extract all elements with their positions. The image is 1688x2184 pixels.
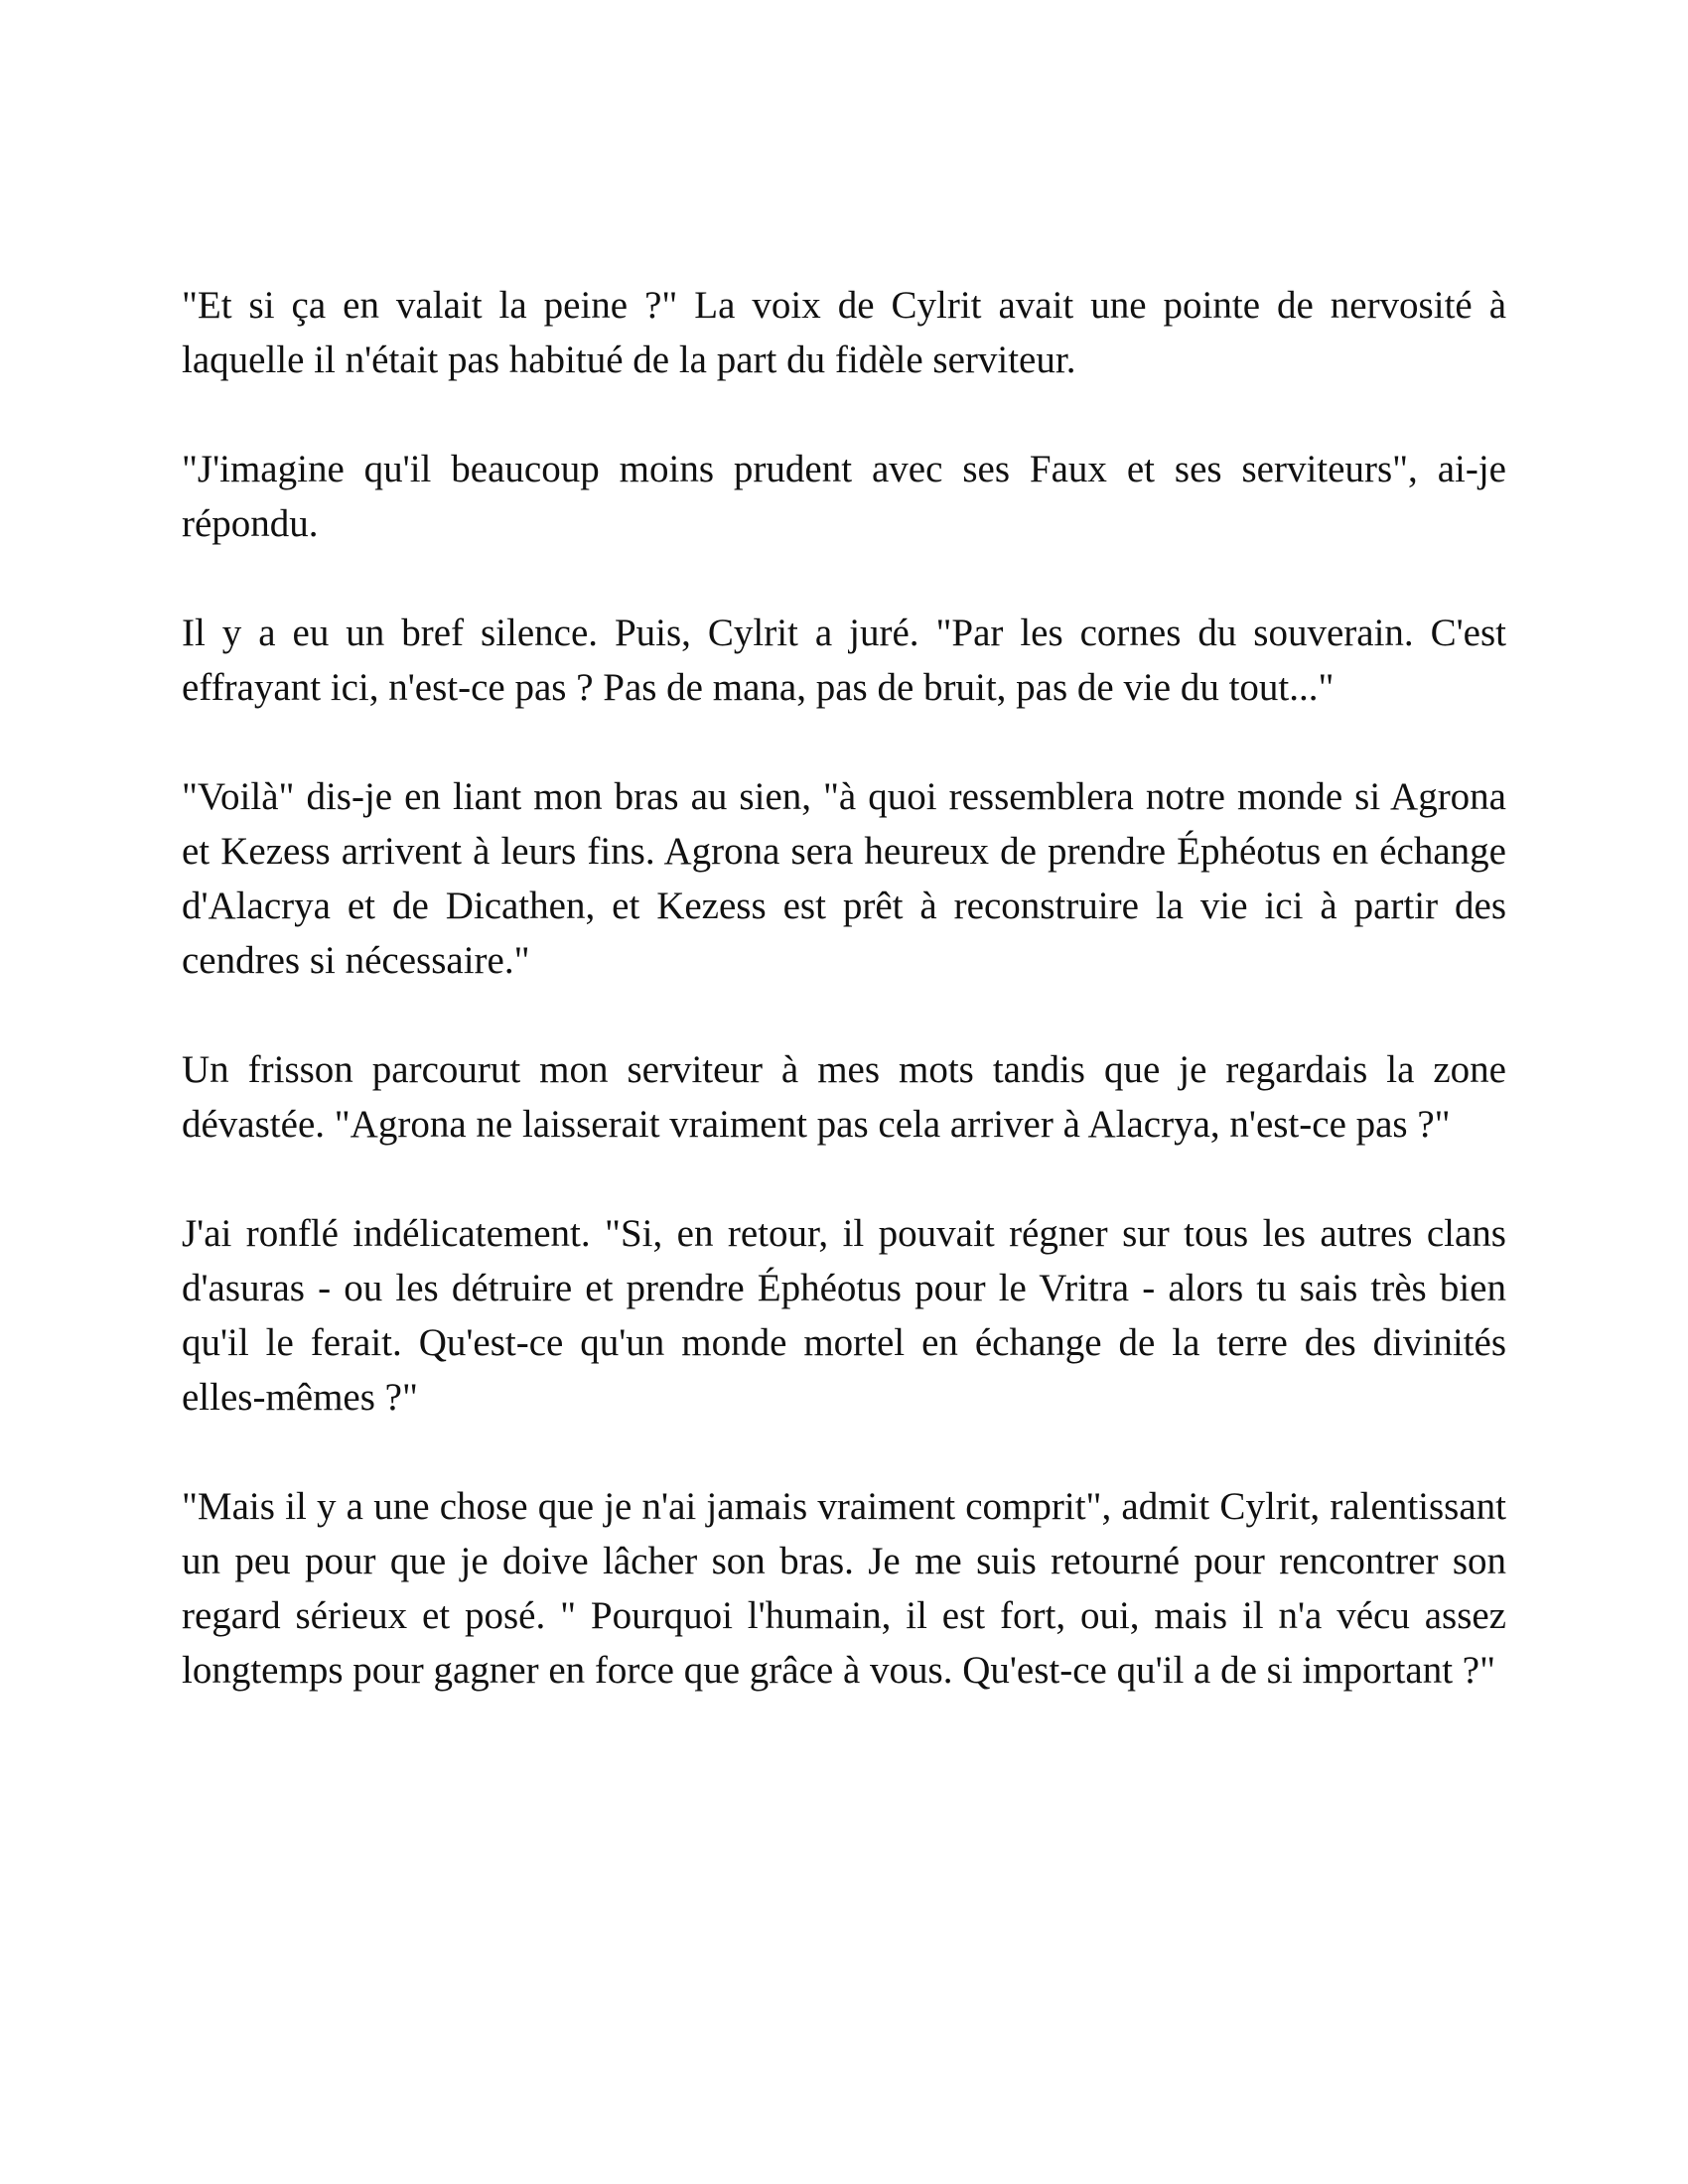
paragraph-1: "Et si ça en valait la peine ?" La voix de Cylrit avait une pointe de nervosité à laquelle il n'était pas habitué de la part du fidèle serviteur.: [182, 284, 1506, 381]
paragraph-3: Il y a eu un bref silence. Puis, Cylrit a juré. "Par les cornes du souverain. C'est effrayant ici, n'est-ce pas ? Pas de mana, pas de bruit, pas de vie du tout...": [182, 612, 1506, 709]
paragraph-7: "Mais il y a une chose que je n'ai jamais vraiment comprit", admit Cylrit, ralentissant un peu pour que je doive lâcher son bras. Je me suis retourné pour rencontrer son regard sérieux et posé. " Pourquoi l'humain, il est fort, oui, mais il n'a vécu assez longtemps pour gagner en force que grâce à vous. Qu'est-ce qu'il a de si important ?": [182, 1485, 1506, 1692]
paragraph-2: "J'imagine qu'il beaucoup moins prudent avec ses Faux et ses serviteurs", ai-je répondu.: [182, 448, 1506, 545]
document-page: [182, 278, 1506, 1698]
paragraph-6: J'ai ronflé indélicatement. "Si, en retour, il pouvait régner sur tous les autres clans d'asuras - ou les détruire et prendre Éphéotus pour le Vritra - alors tu sais très bien qu'il le ferait. Qu'est-ce qu'un monde mortel en échange de la terre des divinités elles-mêmes ?": [182, 1212, 1506, 1419]
paragraph-5: Un frisson parcourut mon serviteur à mes mots tandis que je regardais la zone dévastée. "Agrona ne laisserait vraiment pas cela arriver à Alacrya, n'est-ce pas ?": [182, 1048, 1506, 1146]
paragraph-4: "Voilà" dis-je en liant mon bras au sien, "à quoi ressemblera notre monde si Agrona et Kezess arrivent à leurs fins. Agrona sera heureux de prendre Éphéotus en échange d'Alacrya et de Dicathen, et Kezess est prêt à reconstruire la vie ici à partir des cendres si nécessaire.": [182, 775, 1506, 982]
